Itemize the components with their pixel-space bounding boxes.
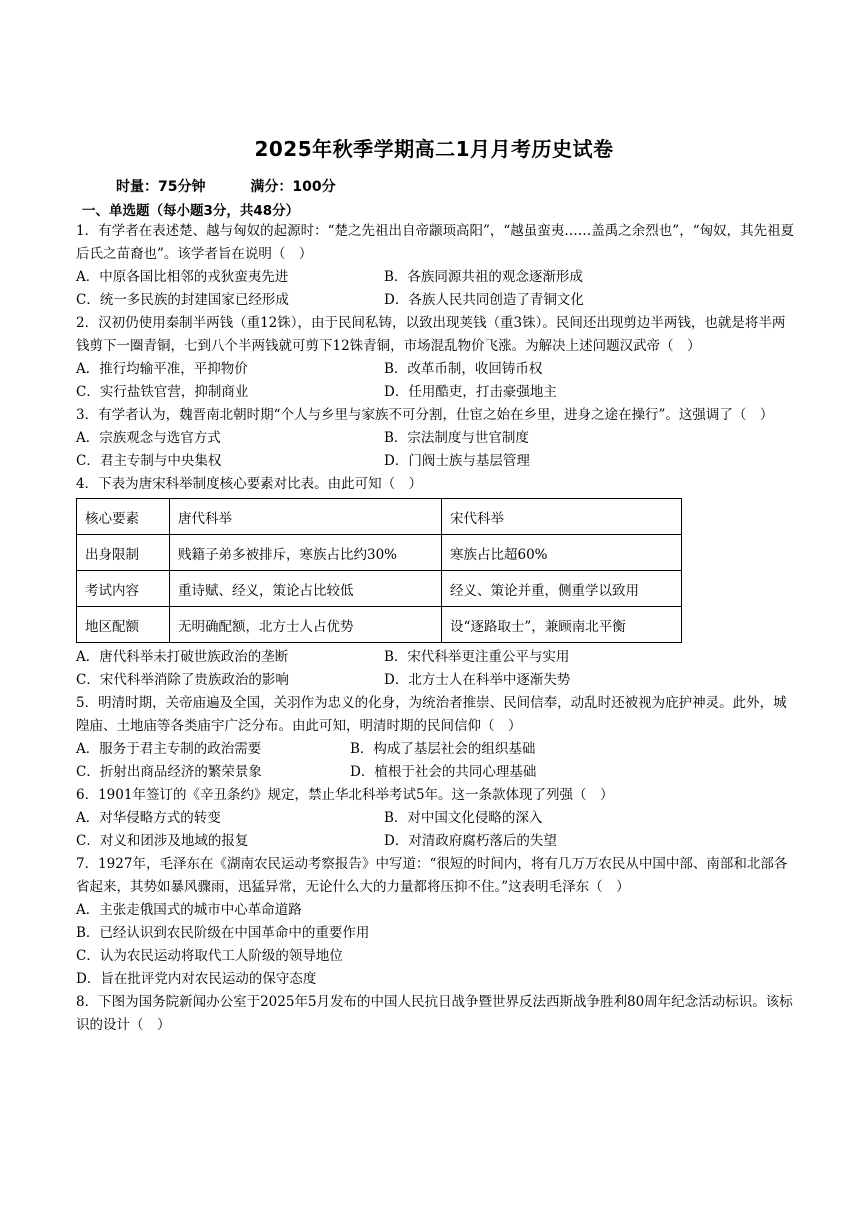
table-row — [77, 607, 682, 643]
options — [76, 738, 796, 784]
option-d: D．北方士人在科举中逐渐失势 — [384, 672, 571, 688]
option-d: D．各族人民共同创造了青铜文化 — [384, 292, 584, 308]
question-stem: 7．1927年，毛泽东在《湖南农民运动考察报告》中写道：“很短的时间内，将有几万万农民从中国中部、南部和北部各省起来，其势如暴风骤雨，迅猛异常，无论什么大的力量都将压抑不住。”这表明毛泽东（ ） — [76, 856, 788, 895]
question-stem: 4．下表为唐宋科举制度核心要素对比表。由此可知（ ） — [76, 476, 423, 492]
question-stem: 8．下图为国务院新闻办公室于2025年5月发布的中国人民抗日战争暨世界反法西斯战争胜利80周年纪念活动标识。该标识的设计（ ） — [76, 994, 793, 1033]
option-d: D．门阀士族与基层管理 — [384, 453, 530, 469]
question-stem: 1．有学者在表述楚、越与匈奴的起源时：“楚之先祖出自帝颛顼高阳”，“越虽蛮夷……盖禹之余烈也”，“匈奴，其先祖夏后氏之苗裔也”。该学者旨在说明（ ） — [76, 223, 795, 262]
page-title: 2025年秋季学期高二1月月考历史试卷 — [254, 137, 614, 161]
table-header-row — [77, 499, 682, 535]
question-stem: 5．明清时期，关帝庙遍及全国，关羽作为忠义的化身，为统治者推崇、民间信奉，动乱时还被视为庇护神灵。此外，城隍庙、土地庙等各类庙宇广泛分布。由此可知，明清时期的民间信仰（ ） — [76, 695, 787, 734]
table-cell: 出身限制 — [77, 535, 170, 571]
score-label: 满分：100分 — [250, 179, 336, 195]
question-stem: 3．有学者认为，魏晋南北朝时期“个人与乡里与家族不可分割，仕宦之始在乡里，进身之途在操行”。这强调了（ ） — [76, 407, 774, 423]
table-cell: 设“逐路取士”，兼顾南北平衡 — [442, 607, 682, 643]
question-list — [76, 220, 796, 1037]
option-b: B．宋代科举更注重公平与实用 — [384, 649, 570, 665]
option-d: D．旨在批评党内对农民运动的保守态度 — [76, 971, 317, 987]
options — [76, 358, 796, 404]
question-2 — [76, 312, 796, 404]
table-cell: 地区配额 — [77, 607, 170, 643]
time-label: 时量：75分钟 — [116, 179, 206, 195]
question-stem: 6．1901年签订的《辛丑条约》规定，禁止华北科举考试5年。这一条款体现了列强（ ） — [76, 787, 614, 803]
question-3 — [76, 404, 796, 473]
option-b: B．已经认识到农民阶级在中国革命中的重要作用 — [76, 925, 370, 941]
option-c: C．君主专制与中央集权 — [76, 453, 222, 469]
table-header-cell: 核心要素 — [77, 499, 170, 535]
options — [76, 807, 796, 853]
section-heading: 一、单选题（每小题3分，共48分） — [82, 203, 300, 219]
option-a: A．对华侵略方式的转变 — [76, 810, 221, 826]
option-c: C．折射出商品经济的繁荣景象 — [76, 764, 262, 780]
option-c: C．实行盐铁官营，抑制商业 — [76, 384, 249, 400]
exam-meta — [116, 176, 376, 196]
options — [76, 266, 796, 312]
option-a: A．主张走俄国式的城市中心革命道路 — [76, 902, 302, 918]
option-a: A．宗族观念与选官方式 — [76, 430, 221, 446]
table-cell: 考试内容 — [77, 571, 170, 607]
options — [76, 646, 796, 692]
option-d: D．植根于社会的共同心理基础 — [350, 764, 537, 780]
table-cell: 寒族占比超60% — [442, 535, 682, 571]
comparison-table — [76, 498, 682, 643]
table-row — [77, 571, 682, 607]
option-c: C．对义和团涉及地域的报复 — [76, 833, 249, 849]
option-d: D．对清政府腐朽落后的失望 — [384, 833, 557, 849]
option-a: A．推行均输平准，平抑物价 — [76, 361, 248, 377]
option-b: B．各族同源共祖的观念逐渐形成 — [384, 269, 583, 285]
option-b: B．改革币制，收回铸币权 — [384, 361, 543, 377]
options — [76, 899, 796, 991]
option-a: A．唐代科举未打破世族政治的垄断 — [76, 649, 289, 665]
option-d: D．任用酷吏，打击豪强地主 — [384, 384, 557, 400]
question-5 — [76, 692, 796, 784]
option-b: B．构成了基层社会的组织基础 — [350, 741, 536, 757]
option-b: B．对中国文化侵略的深入 — [384, 810, 543, 826]
question-7 — [76, 853, 796, 991]
table-header-cell: 唐代科举 — [170, 499, 442, 535]
question-stem: 2．汉初仍使用秦制半两钱（重12铢），由于民间私铸，以致出现荚钱（重3铢）。民间还出现剪边半两钱，也就是将半两钱剪下一圈青铜，七到八个半两钱就可剪下12铢青铜，市场混乱物价飞涨。为解决上述问题汉武帝（ ） — [76, 315, 786, 354]
table-cell: 重诗赋、经义，策论占比较低 — [170, 571, 442, 607]
table-cell: 贱籍子弟多被排斥，寒族占比约30% — [170, 535, 442, 571]
question-4 — [76, 473, 796, 692]
question-8 — [76, 991, 796, 1037]
table-cell: 无明确配额，北方士人占优势 — [170, 607, 442, 643]
option-a: A．服务于君主专制的政治需要 — [76, 741, 262, 757]
question-1 — [76, 220, 796, 312]
option-a: A．中原各国比相邻的戎狄蛮夷先进 — [76, 269, 289, 285]
option-b: B．宗法制度与世官制度 — [384, 430, 529, 446]
question-6 — [76, 784, 796, 853]
option-c: C．认为农民运动将取代工人阶级的领导地位 — [76, 948, 343, 964]
options — [76, 427, 796, 473]
table-header-cell: 宋代科举 — [442, 499, 682, 535]
option-c: C．统一多民族的封建国家已经形成 — [76, 292, 289, 308]
option-c: C．宋代科举消除了贵族政治的影响 — [76, 672, 289, 688]
table-cell: 经义、策论并重，侧重学以致用 — [442, 571, 682, 607]
table-row — [77, 535, 682, 571]
